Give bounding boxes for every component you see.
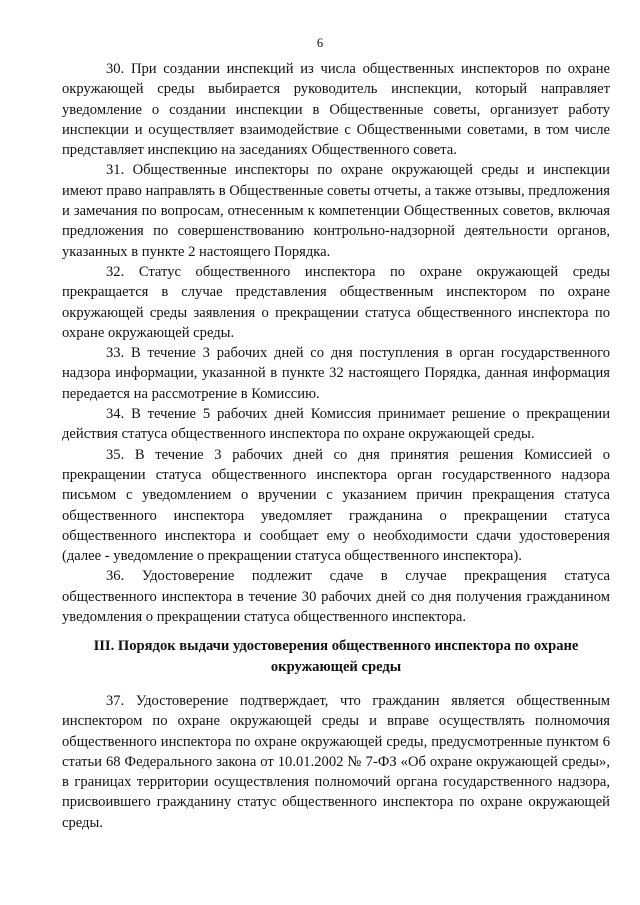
paragraph-31: 31. Общественные инспекторы по охране окружающей среды и инспекции имеют право направлять в Общественные советы отчеты, а также отзывы, предложения и замечания по вопросам, отнесенным к компетенции Общественных советов, включая предложения по совершенствованию контрольно-надзорной деятельности органов, указанных в пункте 2 настоящего Порядка. xyxy=(62,162,610,260)
section-heading: III. Порядок выдачи удостоверения общественного инспектора по охране окружающей среды xyxy=(93,638,579,675)
paragraph-36: 36. Удостоверение подлежит сдаче в случае прекращения статуса общественного инспектора в течение 30 рабочих дней со дня получения гражданином уведомления о прекращении статуса общественного инспектора. xyxy=(62,568,610,626)
paragraph-37: 37. Удостоверение подтверждает, что гражданин является общественным инспектором по охране окружающей среды и вправе осуществлять полномочия общественного инспектора по охране окружающей среды, предусмотренные пунктом 6 статьи 68 Федерального закона от 10.01.2002 № 7-ФЗ «Об охране окружающей среды», в границах территории осуществления полномочий органа государственного надзора, присвоившего гражданину статус общественного инспектора по охране окружающей среды. xyxy=(62,693,610,831)
paragraph-30: 30. При создании инспекций из числа общественных инспекторов по охране окружающей среды выбирается руководитель инспекции, который направляет уведомление о создании инспекции в Общественные советы, организует работу инспекции и осуществляет взаимодействие с Общественными советами, в том числе представляет инспекцию на заседаниях Общественного совета. xyxy=(62,61,610,159)
paragraphs-bottom xyxy=(62,691,610,833)
paragraph-34: 34. В течение 5 рабочих дней Комиссия принимает решение о прекращении действия статуса общественного инспектора по охране окружающей среды. xyxy=(62,406,610,443)
paragraphs-top xyxy=(62,59,610,627)
paragraph-35: 35. В течение 3 рабочих дней со дня принятия решения Комиссией о прекращении статуса общественного инспектора орган государственного надзора письмом с уведомлением о вручении с указанием причин прекращения статуса общественного инспектора уведомляет гражданина о прекращении статуса общественного инспектора и сообщает ему о необходимости сдачи удостоверения (далее - уведомление о прекращении статуса общественного инспектора). xyxy=(62,446,610,565)
page-number: 6 xyxy=(316,36,324,50)
paragraph-33: 33. В течение 3 рабочих дней со дня поступления в орган государственного надзора информации, указанной в пункте 32 настоящего Порядка, данная информация передается на рассмотрение в Комиссию. xyxy=(62,345,610,402)
paragraph-32: 32. Статус общественного инспектора по охране окружающей среды прекращается в случае представления общественным инспектором по охране окружающей среды заявления о прекращении статуса общественного инспектора по охране окружающей среды. xyxy=(62,263,610,341)
